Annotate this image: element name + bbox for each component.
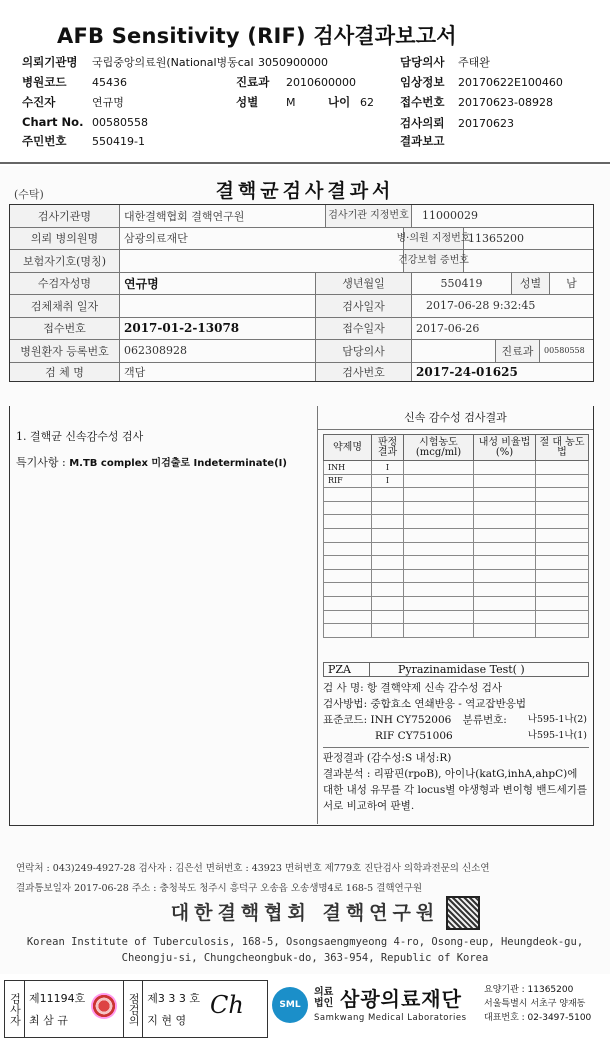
table-cell bbox=[404, 461, 474, 475]
table-cell bbox=[474, 569, 536, 583]
form-type: (수탁) bbox=[14, 188, 44, 201]
remark-label: 특기사항 : bbox=[16, 456, 66, 469]
table-cell bbox=[324, 569, 372, 583]
table-cell bbox=[372, 501, 404, 515]
table-cell bbox=[404, 569, 474, 583]
table-cell bbox=[474, 528, 536, 542]
label-dob: 생년월일 bbox=[316, 273, 412, 295]
table-cell bbox=[404, 501, 474, 515]
label-collect-date: 검체채취 일자 bbox=[10, 295, 120, 317]
report-header bbox=[0, 0, 610, 160]
label-client: 의뢰 병의원명 bbox=[10, 228, 120, 250]
result-body bbox=[9, 406, 594, 826]
label-lab-id: 검사기관 지정번호 bbox=[326, 205, 412, 227]
table-cell bbox=[372, 596, 404, 610]
value-client: 삼광의료재단 bbox=[120, 228, 404, 250]
table-cell bbox=[404, 583, 474, 597]
meta-age: 나이 62 bbox=[328, 95, 374, 109]
form-row bbox=[10, 273, 593, 296]
value-health-no bbox=[464, 250, 593, 272]
table-row bbox=[324, 542, 589, 556]
col-ratio: 내성 비율법(%) bbox=[474, 435, 536, 461]
table-cell bbox=[536, 515, 589, 529]
meta-report: 결과보고 bbox=[400, 134, 445, 148]
table-cell bbox=[536, 556, 589, 570]
table-header-row bbox=[324, 435, 589, 461]
checker-info bbox=[143, 981, 204, 1037]
standard-code-1 bbox=[323, 712, 589, 728]
label-insurance: 보험자기호(명칭) bbox=[10, 250, 120, 272]
label-client-id: 병·의원 지정번호 bbox=[404, 228, 464, 250]
address-line-1: Korean Institute of Tuberculosis, 168-5, Osongsaengmyeong 4-ro, Osong-eup, Heungdeok-gu, bbox=[26, 936, 584, 948]
value-patient: 연규명 bbox=[120, 273, 316, 295]
pza-label: PZA bbox=[324, 663, 370, 676]
meta-patient: 수진자 연규명 bbox=[22, 95, 124, 109]
table-row bbox=[324, 583, 589, 597]
table-cell bbox=[474, 596, 536, 610]
value-insurance bbox=[120, 250, 404, 272]
table-cell bbox=[324, 515, 372, 529]
table-cell bbox=[404, 474, 474, 488]
sensitivity-table bbox=[323, 434, 589, 638]
inspector-no: 제11194호 bbox=[29, 992, 86, 1005]
pza-row bbox=[323, 662, 589, 677]
std-code-rif: RIF CY751006 bbox=[375, 730, 453, 742]
table-row bbox=[324, 474, 589, 488]
table-cell bbox=[404, 528, 474, 542]
value-lab-name: 대한결핵협회 결핵연구원 bbox=[120, 205, 326, 227]
table-cell bbox=[324, 488, 372, 502]
right-pane bbox=[318, 406, 593, 824]
test-item: 1. 결핵균 신속감수성 검사 bbox=[16, 430, 144, 443]
class-label: 분류번호: bbox=[462, 714, 507, 726]
table-cell bbox=[404, 488, 474, 502]
table-cell bbox=[536, 542, 589, 556]
col-drug: 약제명 bbox=[324, 435, 372, 461]
value-collect-date bbox=[120, 295, 316, 317]
drug-name: INH bbox=[324, 461, 372, 475]
value-lab-id: 11000029 bbox=[422, 209, 478, 223]
value-receipt-date: 2017-06-26 bbox=[416, 321, 480, 335]
table-cell bbox=[324, 528, 372, 542]
table-cell bbox=[324, 610, 372, 624]
table-cell bbox=[372, 515, 404, 529]
label-registration: 병원환자 등록번호 bbox=[10, 340, 120, 362]
value-receipt: 2017-01-2-13078 bbox=[120, 318, 316, 340]
sensitivity-title: 신속 감수성 검사결과 bbox=[318, 406, 593, 430]
notify-line: 결과통보일자 2017-06-28 주소 : 충청북도 청주시 흥덕구 오송읍 오송생명4로 168-5 결핵연구원 bbox=[16, 883, 423, 894]
judgement: 판정결과 (감수성:S 내성:R) bbox=[323, 752, 452, 764]
sml-logo-icon: SML bbox=[272, 987, 308, 1023]
signature-icon: Ch bbox=[210, 991, 244, 1019]
table-cell bbox=[404, 556, 474, 570]
table-cell bbox=[536, 583, 589, 597]
report-title: AFB Sensitivity (RIF) 검사결과보고서 bbox=[57, 24, 457, 48]
table-cell bbox=[536, 474, 589, 488]
value-test-date: 2017-06-28 9:32:45 bbox=[426, 299, 536, 313]
table-cell bbox=[372, 583, 404, 597]
table-cell bbox=[474, 556, 536, 570]
table-cell bbox=[474, 542, 536, 556]
lab-address: 서울특별시 서초구 양재동 bbox=[484, 999, 586, 1009]
remark bbox=[16, 454, 287, 470]
label-sex: 성별 bbox=[512, 273, 550, 295]
value-client-id: 11365200 bbox=[468, 231, 524, 245]
stamp-icon bbox=[91, 993, 117, 1019]
divider bbox=[323, 747, 589, 748]
table-row bbox=[324, 624, 589, 638]
inspector-label: 검사자 bbox=[5, 981, 25, 1037]
interpretation: 결과분석 : 리팜핀(rpoB), 아이나(katG,inhA,ahpC)에 대한 내성 유무를 각 locus별 야생형과 변이형 밴드세기를 서로 비교하여 판별. bbox=[323, 768, 588, 812]
table-cell bbox=[474, 610, 536, 624]
table-cell bbox=[404, 542, 474, 556]
table-cell bbox=[372, 624, 404, 638]
table-cell bbox=[404, 515, 474, 529]
corp-label: 의료법인 bbox=[314, 987, 334, 1009]
checker-label: 점검의 bbox=[123, 981, 143, 1037]
label-lab-name: 검사기관명 bbox=[10, 205, 120, 227]
left-pane bbox=[10, 406, 318, 824]
table-row bbox=[324, 569, 589, 583]
col-result: 판정 결과 bbox=[372, 435, 404, 461]
pza-desc: Pyrazinamidase Test( ) bbox=[398, 663, 525, 676]
table-cell bbox=[324, 583, 372, 597]
table-cell bbox=[536, 596, 589, 610]
table-cell bbox=[474, 515, 536, 529]
value-test-no: 2017-24-01625 bbox=[416, 364, 518, 379]
table-cell bbox=[536, 610, 589, 624]
meta-sex: 성별 M bbox=[236, 95, 296, 109]
std-code-inh: 표준코드: INH CY752006 bbox=[323, 714, 452, 726]
table-row bbox=[324, 501, 589, 515]
table-cell bbox=[474, 474, 536, 488]
table-cell bbox=[372, 556, 404, 570]
english-address bbox=[0, 934, 610, 966]
contact-line: 연락처 : 043)249-4927-28 검사자 : 김은선 면허번호 : 43923 면허번호 제779호 진단검사 의학과전문의 신소연 bbox=[16, 863, 490, 874]
table-cell bbox=[372, 488, 404, 502]
drug-result: I bbox=[372, 474, 404, 488]
table-cell bbox=[324, 596, 372, 610]
label-receipt-date: 접수일자 bbox=[316, 318, 412, 340]
table-row bbox=[324, 528, 589, 542]
table-row bbox=[324, 515, 589, 529]
method-section bbox=[323, 680, 589, 814]
table-row bbox=[324, 556, 589, 570]
corp-name-en: Samkwang Medical Laboratories bbox=[314, 1013, 467, 1023]
value-dob: 550419 bbox=[412, 273, 512, 295]
table-cell bbox=[372, 542, 404, 556]
label-patient: 수검자성명 bbox=[10, 273, 120, 295]
address-line-2: Cheongju-si, Chungcheongbuk-do, 363-954, Republic of Korea bbox=[121, 952, 489, 964]
checker-name: 지 현 영 bbox=[147, 1014, 187, 1027]
meta-request: 검사의뢰 20170623 bbox=[400, 116, 514, 130]
col-conc: 시험농도 (mcg/ml) bbox=[404, 435, 474, 461]
table-cell bbox=[536, 528, 589, 542]
table-cell bbox=[474, 624, 536, 638]
table-cell bbox=[536, 461, 589, 475]
meta-dept: 진료과 2010600000 bbox=[236, 75, 356, 89]
scanned-report bbox=[0, 166, 610, 974]
table-cell bbox=[324, 624, 372, 638]
table-cell bbox=[324, 501, 372, 515]
label-health-no: 건강보험 증번호 bbox=[404, 250, 464, 272]
table-cell bbox=[536, 624, 589, 638]
table-cell bbox=[324, 556, 372, 570]
form-row bbox=[10, 228, 593, 251]
sensitivity-body bbox=[324, 461, 589, 638]
institution-code: 요양기관 : 11365200 bbox=[484, 985, 574, 995]
table-cell bbox=[474, 501, 536, 515]
label-receipt: 접수번호 bbox=[10, 318, 120, 340]
meta-client: 의뢰기관명 국립중앙의료원(National병동cal bbox=[22, 55, 254, 69]
table-cell bbox=[372, 528, 404, 542]
class-code-2: 나595-1나(1) bbox=[527, 730, 587, 741]
lab-info bbox=[484, 983, 591, 1025]
table-row bbox=[324, 596, 589, 610]
table-cell bbox=[474, 488, 536, 502]
corp-name: 삼광의료재단 bbox=[340, 987, 462, 1011]
drug-result: I bbox=[372, 461, 404, 475]
table-cell bbox=[324, 542, 372, 556]
form-row bbox=[10, 340, 593, 363]
label-doctor: 담당의사 bbox=[316, 340, 412, 362]
remark-text: M.TB complex 미검출로 Indeterminate(I) bbox=[69, 458, 287, 469]
table-cell bbox=[404, 610, 474, 624]
signature-box bbox=[4, 980, 268, 1038]
value-doctor bbox=[412, 340, 496, 362]
meta-hospital-code: 병원코드 45436 bbox=[22, 75, 127, 89]
drug-name: RIF bbox=[324, 474, 372, 488]
official-seal bbox=[446, 896, 480, 930]
test-name: 검 사 명: 항 결핵약제 신속 감수성 검사 bbox=[323, 682, 503, 694]
table-cell bbox=[536, 501, 589, 515]
info-form bbox=[9, 204, 594, 382]
table-cell bbox=[474, 461, 536, 475]
inspector-name: 최 삼 규 bbox=[29, 1014, 68, 1027]
checker-no: 제3 3 3 호 bbox=[147, 992, 200, 1005]
value-specimen: 객담 bbox=[120, 363, 316, 381]
value-sex: 남 bbox=[566, 277, 577, 291]
table-cell bbox=[536, 569, 589, 583]
test-method: 검사방법: 중합효소 연쇄반응 - 역교잡반응법 bbox=[323, 698, 527, 710]
table-row bbox=[324, 488, 589, 502]
table-cell bbox=[404, 624, 474, 638]
form-row bbox=[10, 250, 593, 273]
inspector-info bbox=[25, 981, 89, 1037]
label-dept: 진료과 bbox=[496, 340, 540, 362]
institute-name: 대한결핵협회 결핵연구원 bbox=[170, 902, 440, 924]
value-dept: 00580558 bbox=[544, 346, 585, 356]
label-specimen: 검 체 명 bbox=[10, 363, 120, 381]
meta-receipt: 접수번호 20170623-08928 bbox=[400, 95, 553, 109]
doc-title: 결핵균검사결과서 bbox=[215, 180, 395, 202]
table-cell bbox=[372, 610, 404, 624]
table-row bbox=[324, 461, 589, 475]
lab-phone: 대표번호 : 02-3497-5100 bbox=[484, 1013, 592, 1023]
meta-clinical: 임상정보 20170622E100460 bbox=[400, 75, 563, 89]
meta-doctor: 담당의사 주태완 bbox=[400, 55, 490, 69]
meta-ssn: 주민번호 550419-1 bbox=[22, 134, 145, 148]
header-divider bbox=[0, 162, 610, 164]
form-row bbox=[10, 318, 593, 341]
meta-chart: Chart No. 00580558 bbox=[22, 115, 148, 129]
label-test-no: 검사번호 bbox=[316, 363, 412, 381]
form-row bbox=[10, 205, 593, 228]
form-row bbox=[10, 363, 593, 381]
table-cell bbox=[404, 596, 474, 610]
bottom-strip bbox=[0, 975, 610, 1044]
col-absolute: 절 대 농도법 bbox=[536, 435, 589, 461]
label-test-date: 검사일자 bbox=[316, 295, 412, 317]
table-cell bbox=[536, 488, 589, 502]
class-code-1: 나595-1나(2) bbox=[527, 714, 587, 725]
form-row bbox=[10, 295, 593, 318]
standard-code-2 bbox=[323, 728, 589, 744]
table-cell bbox=[474, 583, 536, 597]
meta-client-code: 3050900000 bbox=[258, 56, 328, 69]
table-cell bbox=[372, 569, 404, 583]
value-registration: 062308928 bbox=[120, 340, 316, 362]
table-row bbox=[324, 610, 589, 624]
